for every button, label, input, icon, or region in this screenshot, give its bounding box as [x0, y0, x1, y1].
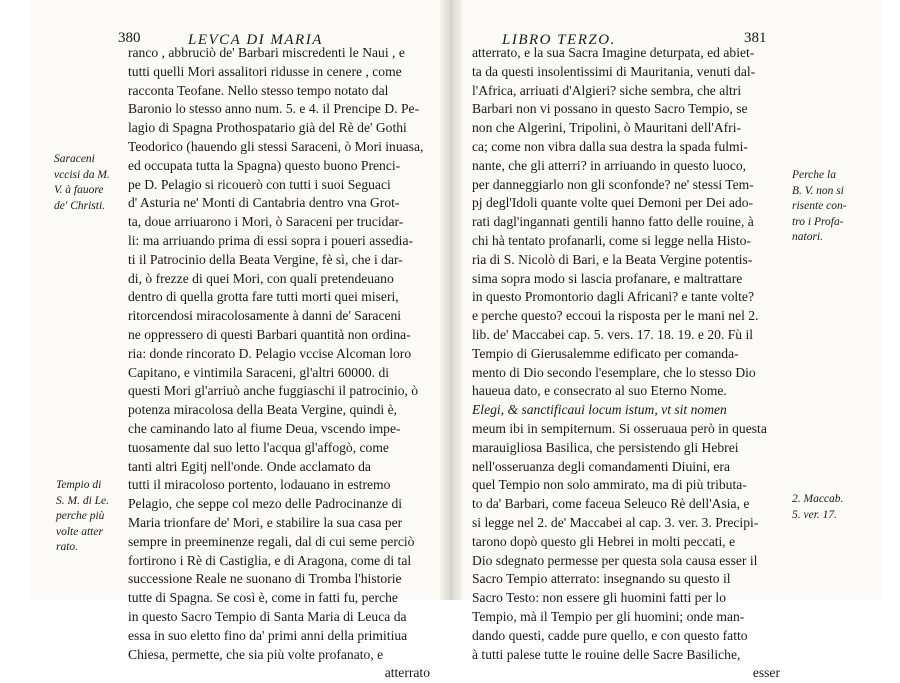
text-line: Sacro Tempio atterrato: insegnando su questo il: [472, 571, 731, 587]
text-line: ranco , abbruciò de' Barbari miscredenti le Naui , e: [128, 45, 405, 60]
text-line: ria: donde rincorato D. Pelagio vccise Alcoman loro: [128, 345, 412, 361]
text-line: ti il Patrocinio della Beata Vergine, fè sì, che i dar-: [128, 251, 403, 267]
text-line: haueua dato, e consecrato al suo Eterno Nome.: [472, 383, 727, 399]
text-line: tarono dopò questo gli Hebrei in molti peccati, e: [472, 533, 736, 549]
text-line: in questo Promontorio dagli Africani? e tante volte?: [472, 289, 754, 305]
text-line: per danneggiarlo non gli sconfonde? ne' stessi Tem-: [472, 176, 754, 192]
margin-note-line: perche più: [56, 510, 105, 522]
text-line: nante, che gli atterri? in arriuando in questo luoco,: [472, 157, 747, 173]
text-line: ca; come non vibra dalla sua destra la spada fulmi-: [472, 138, 748, 154]
text-line: tutti il miracoloso portento, lodauano in estremo: [128, 477, 391, 493]
text-line: tutte di Spagna. Se così è, come in fatti fu, perche: [128, 590, 398, 606]
text-line: Tempio, mà il Tempio per gli huomini; onde man-: [472, 608, 745, 624]
text-line: ritorcendosi miracolosamente à danni de' Saraceni: [128, 308, 402, 324]
text-line: tutti quelli Mori assalitori ridusse in cenere , come: [128, 63, 402, 79]
text-line: Sacro Testo: non essere gli huomini fatti per lo: [472, 590, 727, 606]
text-line: Maria trionfare de' Mori, e stabilire la sua casa per: [128, 514, 403, 530]
text-line: atterrato, e la sua Sacra Imagine deturpata, ed abiet-: [472, 45, 755, 60]
margin-note-line: de' Christi.: [54, 199, 106, 212]
left-catchword: atterrato: [384, 665, 430, 681]
margin-note-line: S. M. di Le.: [56, 494, 110, 507]
text-line: quel Tempio non solo ammirato, ma di più tributa-: [472, 477, 747, 493]
margin-note-line: B. V. non si: [792, 184, 844, 197]
text-line: dando questi, cadde pure quello, e con questo fatto: [472, 627, 748, 643]
left-margin-note-tempio: [56, 478, 109, 556]
text-line: successione Reale ne suonano di Tromba l'historie: [128, 571, 402, 587]
text-line: sempre in preeminenze regali, dal di cui seme perciò: [128, 533, 415, 549]
margin-note-line: Perche la: [792, 169, 836, 181]
text-line: Dio sdegnato permesse per questa sola causa esser il: [472, 552, 758, 568]
left-margin-note-saraceni: [54, 152, 110, 214]
left-page: [30, 0, 440, 681]
text-line: chi hà tentato profanarli, come si legge nella Histo-: [472, 232, 751, 248]
text-line: à tutti palese tutte le rouine delle Sacre Basiliche,: [472, 646, 741, 662]
right-margin-note-maccab: [792, 492, 843, 523]
text-line: e perche questo? eccoui la risposta per le mani nel 2.: [472, 308, 759, 324]
margin-note-line: tro i Profa-: [792, 215, 844, 228]
text-line: di, ò frezze di quei Mori, con quali pretendeuano: [128, 270, 394, 286]
margin-note-line: 5. ver. 17.: [792, 508, 838, 521]
text-line: Pelagio, che seppe col mezo delle Padrocinanze di: [128, 496, 403, 512]
margin-note-line: natori.: [792, 231, 823, 243]
text-line: non che Algerini, Tripolini, ò Mauritani dell'Afri-: [472, 120, 742, 136]
margin-note-line: rato.: [56, 541, 79, 553]
text-line: ne oppressero di questi Barbari quantità non ordina-: [128, 326, 411, 342]
margin-note-line: vccisi da M.: [54, 168, 110, 181]
left-running-head: LEVCA DI MARIA: [188, 32, 323, 48]
text-line: Chiesa, permette, che sia più volte profanato, e: [128, 646, 384, 662]
left-page-number: 380: [118, 30, 141, 46]
text-line: questi Mori gl'arriuò anche fuggiaschi il patrocinio, ò: [128, 383, 419, 399]
text-line: ta, doue arriuarono i Mori, ò Saraceni per trucidar-: [128, 214, 404, 230]
text-line: in questo Sacro Tempio di Santa Maria di Leuca da: [128, 608, 407, 624]
text-line: Tempio di Gierusalemme edificato per comanda-: [472, 345, 739, 361]
text-line: ed occupata tutta la Spagna) questo buono Prenci-: [128, 157, 401, 173]
text-line: sima sopra modo si lascia profanare, e maltrattare: [472, 270, 743, 286]
text-line: nell'osseruanza degli comandamenti Diuini, era: [472, 458, 730, 474]
text-line: meum ibi in sempiternum. Si osseruaua però in questa: [472, 420, 767, 436]
text-line: rati dagl'ingannati gentili hanno fatto delle rouine, à: [472, 214, 754, 230]
text-line: d' Asturia ne' Monti di Cantabria dentro vna Grot-: [128, 195, 400, 211]
text-line: lib. de' Maccabei cap. 5. vers. 17. 18. 19. e 20. Fù il: [472, 326, 754, 342]
margin-note-line: volte atter: [56, 525, 103, 538]
text-line: racconta Teofane. Nello stesso tempo notato dal: [128, 82, 389, 98]
text-line: essa in suo eletto fino da' primi anni della primitiua: [128, 627, 408, 643]
text-line: to da' Barbari, come faceua Seleuco Rè dell'Asia, e: [472, 496, 750, 512]
margin-note-line: risente con-: [792, 200, 847, 212]
text-line: Elegi, & sanctificaui locum istum, vt sit nomen: [472, 402, 727, 418]
right-catchword: esser: [752, 665, 780, 681]
text-line: tanti altri Egitj nell'onde. Onde acclamato da: [128, 458, 371, 474]
right-running-head: LIBRO TERZO.: [502, 32, 616, 48]
text-line: lagio di Spagna Prothospatario già del Rè de' Gothi: [128, 120, 407, 136]
right-body-text: [472, 44, 786, 683]
text-line: potenza miracolosa della Beata Vergine, quindi è,: [128, 402, 398, 418]
text-line: Barbari non vi possano in questo Sacro Tempio, se: [472, 101, 748, 117]
text-line: ta da questi insolentissimi di Mauritania, venuti dal-: [472, 63, 756, 79]
left-body-text: [128, 44, 436, 683]
margin-note-line: Tempio di: [56, 479, 102, 491]
text-line: dentro di quella grotta fare tutti morti quei miseri,: [128, 289, 399, 305]
text-line: Baronio lo stesso anno num. 5. e 4. il Prencipe D. Pe-: [128, 101, 420, 117]
text-line: Teodorico (hauendo gli stessi Saraceni, ò Mori inuasa,: [128, 138, 424, 154]
text-line: l'Africa, arriuati d'Algieri? siche sembra, che altri: [472, 82, 742, 98]
text-line: che caminando lato al fiume Deua, vscendo impe-: [128, 420, 401, 436]
margin-note-line: 2. Maccab.: [792, 493, 844, 505]
text-line: Capitano, e vintimila Saraceni, gl'altri 60000. di: [128, 364, 390, 380]
right-page: [462, 0, 882, 681]
margin-note-line: V. à fauore: [54, 184, 104, 196]
text-line: fortirono i Rè di Castiglia, e di Aragona, come di tal: [128, 552, 412, 568]
right-page-number: 381: [744, 30, 767, 46]
text-line: li: ma arriuando prima di essi sopra i poueri assedia-: [128, 232, 414, 248]
text-line: mento di Dio secondo l'esemplare, che lo stesso Dio: [472, 364, 756, 380]
text-line: si legge nel 2. de' Maccabei al cap. 3. ver. 3. Precipi-: [472, 514, 759, 530]
text-line: marauigliosa Basilica, che persistendo gli Hebrei: [472, 439, 739, 455]
text-line: ria di S. Nicolò di Bari, e la Beata Vergine potentis-: [472, 251, 753, 267]
margin-note-line: Saraceni: [54, 153, 95, 165]
text-line: tuosamente dal suo letto l'acqua gl'affogò, come: [128, 439, 389, 455]
text-line: pe D. Pelagio si ricouerò con tutti i suoi Seguaci: [128, 176, 391, 192]
text-line: pj degl'Idoli quante volte quei Demoni per Dei ado-: [472, 195, 754, 211]
right-margin-note-perche: [792, 168, 847, 246]
book-gutter: [440, 0, 462, 600]
